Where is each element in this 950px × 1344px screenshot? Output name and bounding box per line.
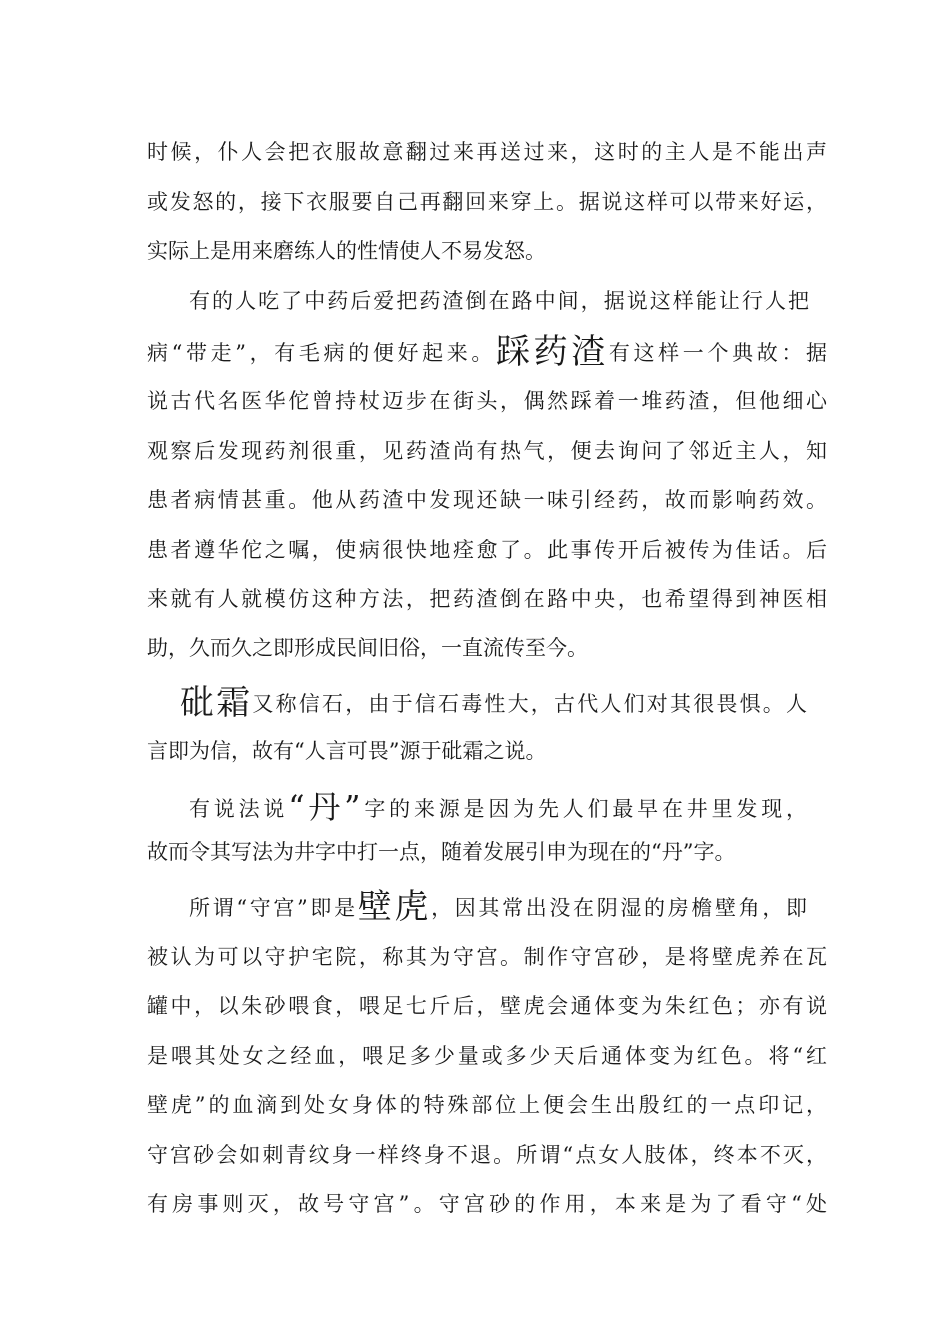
text-run: ，因其常出没在阴湿的房檐壁角，即	[431, 896, 808, 920]
text-line	[189, 887, 808, 927]
text-run: 病“带走”，有毛病的便好起来。	[147, 341, 496, 365]
text-line: 是喂其处女之经血，喂足多少量或多少天后通体变为红色。将“红	[147, 1044, 827, 1068]
text-line: 有房事则灭，故号守宫”。守宫砂的作用，本来是为了看守“处	[147, 1192, 827, 1216]
text-line: 言即为信，故有“人言可畏”源于砒霜之说。	[147, 739, 547, 763]
emphasized-term: “丹”	[288, 788, 361, 826]
text-line	[147, 332, 827, 372]
text-line: 助，久而久之即形成民间旧俗，一直流传至今。	[147, 636, 588, 660]
text-line: 守宫砂会如刺青纹身一样终身不退。所谓“点女人肢体，终本不灭，	[147, 1143, 827, 1167]
text-line: 患者遵华佗之嘱，使病很快地痊愈了。此事传开后被传为佳话。后	[147, 538, 827, 562]
text-line: 时候，仆人会把衣服故意翻过来再送过来，这时的主人是不能出声	[147, 140, 827, 164]
text-line: 观察后发现药剂很重，见药渣尚有热气，便去询问了邻近主人，知	[147, 439, 827, 463]
emphasized-term: 壁虎	[357, 887, 432, 927]
text-line	[189, 788, 807, 826]
text-line: 实际上是用来磨练人的性情使人不易发怒。	[147, 239, 546, 263]
text-line: 有的人吃了中药后爱把药渣倒在路中间，据说这样能让行人把	[189, 289, 809, 313]
text-run: 又称信石，由于信石毒性大，古代人们对其很畏惧。人	[252, 692, 808, 716]
text-run: 有这样一个典故：据	[608, 341, 827, 365]
text-line: 罐中，以朱砂喂食，喂足七斤后，壁虎会通体变为朱红色；亦有说	[147, 994, 827, 1018]
text-line: 患者病情甚重。他从药渣中发现还缺一味引经药，故而影响药效。	[147, 488, 827, 512]
emphasized-term: 砒霜	[180, 683, 253, 723]
emphasized-term: 踩药渣	[496, 332, 609, 372]
text-line	[180, 683, 808, 723]
text-line: 或发怒的，接下衣服要自己再翻回来穿上。据说这样可以带来好运，	[147, 190, 827, 214]
text-line: 来就有人就模仿这种方法，把药渣倒在路中央，也希望得到神医相	[147, 587, 827, 611]
text-line: 被认为可以守护宅院，称其为守宫。制作守宫砂，是将壁虎养在瓦	[147, 945, 827, 969]
text-run: 所谓“守宫”即是	[189, 896, 358, 920]
text-line: 壁虎”的血滴到处女身体的特殊部位上便会生出殷红的一点印记，	[147, 1093, 827, 1117]
text-run: 字的来源是因为先人们最早在井里发现，	[360, 797, 807, 821]
text-line: 故而令其写法为井字中打一点，随着发展引申为现在的“丹”字。	[147, 840, 736, 864]
text-line: 说古代名医华佗曾持杖迈步在街头，偶然踩着一堆药渣，但他细心	[147, 389, 827, 413]
text-run: 有说法说	[189, 797, 289, 821]
